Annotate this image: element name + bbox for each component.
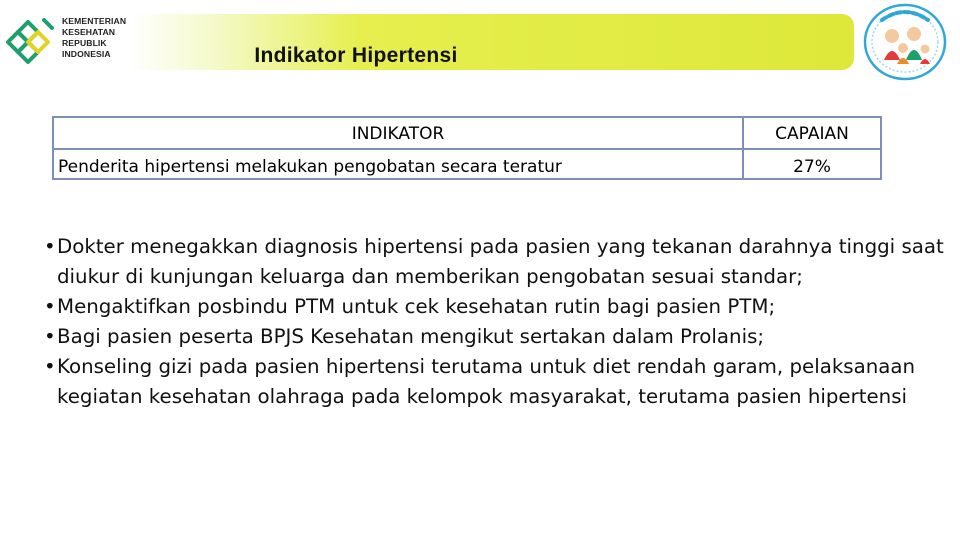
column-header-capaian: CAPAIAN <box>775 124 849 144</box>
achievement-cell: 27% <box>793 157 831 177</box>
keluarga-sehat-logo-icon <box>862 2 948 82</box>
ministry-name-line: KESEHATAN <box>62 27 116 37</box>
indicator-table <box>52 116 882 180</box>
list-item <box>44 352 944 412</box>
ministry-name-line: KEMENTERIAN <box>62 16 127 26</box>
list-item <box>44 322 944 352</box>
title-banner <box>130 14 854 70</box>
bullet-icon: • <box>44 235 56 258</box>
indicator-cell: Penderita hipertensi melakukan pengobatan secara teratur <box>58 157 562 177</box>
table-row <box>54 151 880 181</box>
keluarga-sehat-badge <box>862 2 948 82</box>
list-item-text: Dokter menegakkan diagnosis hipertensi pada pasien yang tekanan darahnya tinggi saat diukur di kunjungan keluarga dan memberikan pengobatan sesuai standar; <box>57 235 944 288</box>
list-item-text: Mengaktifkan posbindu PTM untuk cek kesehatan rutin bagi pasien PTM; <box>57 295 776 318</box>
page-title: Indikator Hipertensi <box>254 44 458 67</box>
list-item-text: Bagi pasien peserta BPJS Kesehatan mengikut sertakan dalam Prolanis; <box>57 325 765 348</box>
list-item <box>44 232 944 292</box>
column-header-indikator: INDIKATOR <box>351 124 445 144</box>
bullet-icon: • <box>44 355 56 378</box>
bullet-icon: • <box>44 325 56 348</box>
list-item-text: Konseling gizi pada pasien hipertensi terutama untuk diet rendah garam, pelaksanaan kegiatan kesehatan olahraga pada kelompok masyarakat, terutama pasien hipertensi <box>57 355 916 408</box>
bullet-icon: • <box>44 295 56 318</box>
list-item <box>44 292 944 322</box>
ministry-name-line: INDONESIA <box>62 49 111 59</box>
table-header-row <box>54 118 880 148</box>
action-list <box>44 232 944 412</box>
ministry-name-line: REPUBLIK <box>62 38 107 48</box>
